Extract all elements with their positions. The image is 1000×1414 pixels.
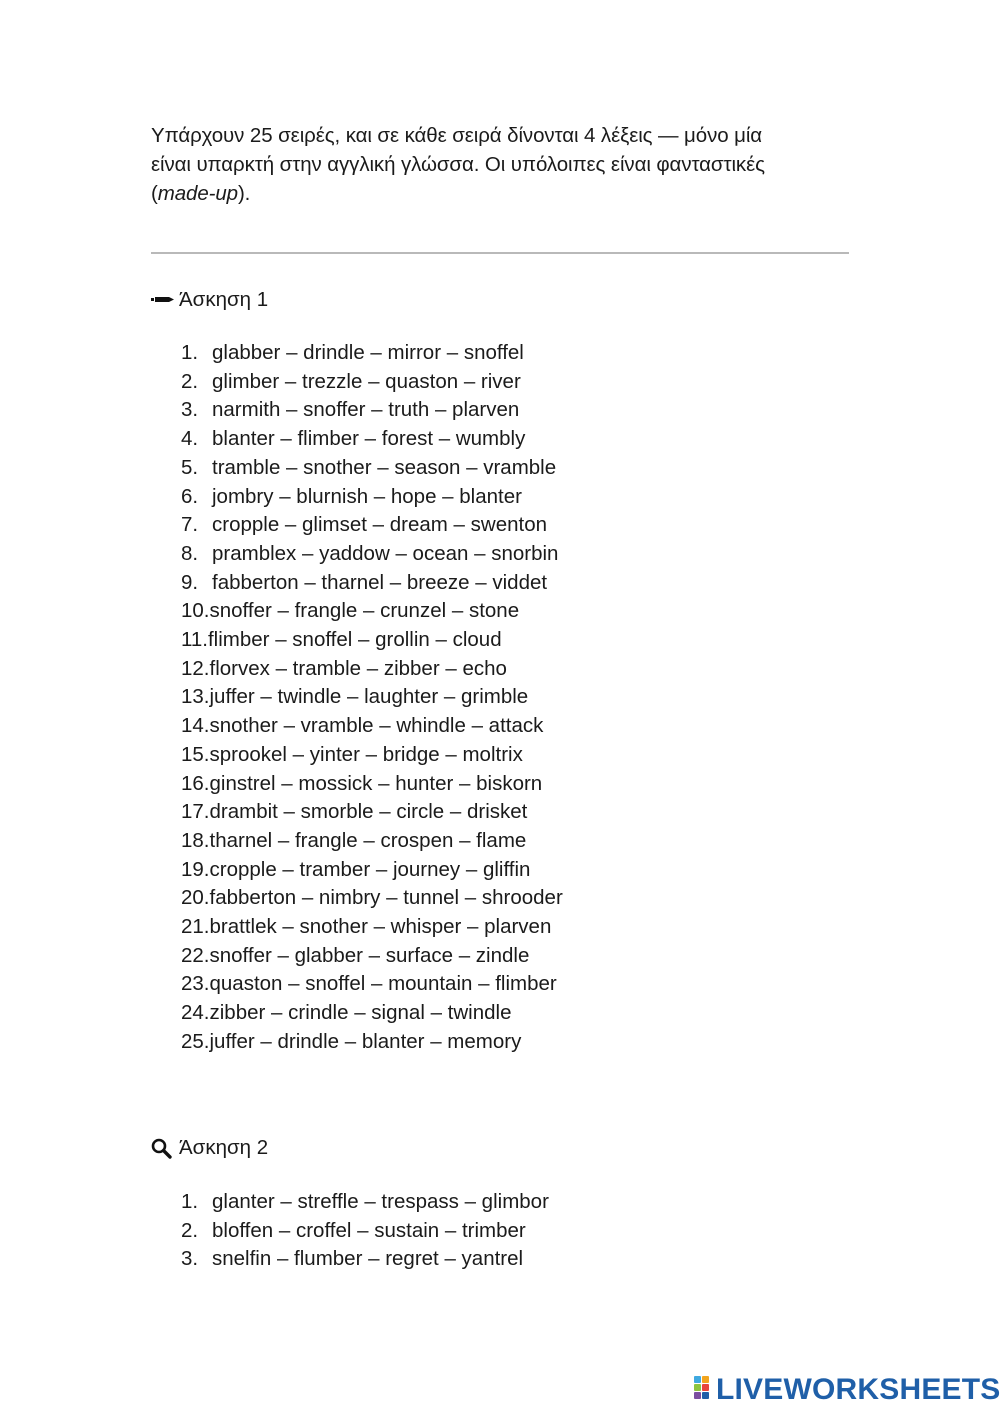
item-number: 8. (181, 541, 199, 565)
section-divider (151, 252, 849, 254)
item-number: 21. (181, 915, 210, 939)
item-words: sprookel – yinter – bridge – moltrix (209, 742, 523, 766)
item-words: glanter – streffle – trespass – glimbor (212, 1190, 549, 1213)
item-number: 7. (181, 513, 199, 537)
item-words: snoffer – glabber – surface – zindle (209, 943, 530, 967)
item-number: 14. (181, 714, 210, 738)
item-words: snother – vramble – whindle – attack (209, 714, 544, 738)
logo-mark-block (694, 1376, 701, 1383)
exercise-2-list (181, 1188, 549, 1274)
list-item (181, 970, 563, 999)
item-words: flimber – snoffel – grollin – cloud (207, 628, 502, 652)
intro-paren-close: ). (237, 182, 251, 205)
intro-line-2: είναι υπαρκτή στην αγγλική γλώσσα. Οι υπόλοιπες είναι φανταστικές (151, 153, 765, 176)
exercise-1-title: Άσκηση 1 (179, 288, 269, 311)
list-item (181, 368, 563, 397)
item-words: glimber – trezzle – quaston – river (212, 369, 521, 393)
item-words: blanter – flimber – forest – wumbly (212, 427, 526, 451)
list-item (181, 942, 563, 971)
item-words: juffer – twindle – laughter – grimble (209, 685, 529, 709)
exercise-1-list (181, 339, 563, 1057)
logo-mark-block (702, 1376, 709, 1383)
magnifier-icon (151, 1138, 177, 1158)
item-number: 22. (181, 943, 210, 967)
list-item (181, 884, 563, 913)
list-item (181, 1217, 549, 1246)
item-number: 24. (181, 1001, 210, 1025)
item-number: 4. (181, 427, 199, 451)
item-number: 16. (181, 771, 210, 795)
item-words: fabberton – tharnel – breeze – viddet (212, 570, 548, 594)
item-words: cropple – glimset – dream – swenton (212, 513, 548, 537)
logo-mark-block (702, 1384, 709, 1391)
list-item (181, 1188, 549, 1217)
list-item (181, 396, 563, 425)
item-number: 19. (181, 857, 210, 881)
item-number: 10. (181, 599, 210, 623)
item-words: zibber – crindle – signal – twindle (209, 1001, 512, 1025)
list-item (181, 770, 563, 799)
exercise-1-heading (151, 286, 268, 314)
list-item (181, 712, 563, 741)
item-number: 20. (181, 886, 210, 910)
item-words: snelfin – flumber – regret – yantrel (212, 1247, 524, 1271)
intro-line-3 (151, 179, 851, 208)
list-item (181, 655, 563, 684)
item-words: pramblex – yaddow – ocean – snorbin (212, 541, 559, 565)
exercise-2-title: Άσκηση 2 (179, 1136, 269, 1159)
list-item (181, 741, 563, 770)
list-item (181, 1245, 549, 1274)
item-number: 6. (181, 484, 199, 508)
item-words: ginstrel – mossick – hunter – biskorn (209, 771, 543, 795)
list-item (181, 425, 563, 454)
item-number: 13. (181, 685, 210, 709)
item-number: 1. (181, 1190, 199, 1213)
liveworksheets-logo[interactable] (692, 1374, 1000, 1406)
list-item (181, 483, 563, 512)
list-item (181, 339, 563, 368)
item-words: snoffer – frangle – crunzel – stone (209, 599, 520, 623)
list-item (181, 1028, 563, 1057)
pen-icon (151, 290, 177, 310)
item-number: 12. (181, 656, 210, 680)
item-number: 3. (181, 398, 199, 422)
item-number: 15. (181, 742, 210, 766)
item-number: 3. (181, 1247, 199, 1271)
intro-paren-open: ( (151, 182, 158, 205)
item-words: brattlek – snother – whisper – plarven (209, 915, 552, 939)
intro-line-1: Υπάρχουν 25 σειρές, και σε κάθε σειρά δίνονται 4 λέξεις — μόνο μία (151, 124, 763, 147)
list-item (181, 683, 563, 712)
list-item (181, 999, 563, 1028)
item-words: bloffen – croffel – sustain – trimber (212, 1218, 526, 1242)
item-number: 9. (181, 570, 199, 594)
item-words: glabber – drindle – mirror – snoffel (212, 341, 524, 364)
logo-mark-icon (692, 1376, 716, 1405)
item-words: drambit – smorble – circle – drisket (209, 800, 528, 824)
intro-paragraph (151, 121, 851, 208)
item-number: 23. (181, 972, 210, 996)
intro-italic-term: made-up (157, 182, 238, 205)
list-item (181, 454, 563, 483)
item-words: cropple – tramber – journey – gliffin (209, 857, 531, 881)
list-item (181, 913, 563, 942)
item-words: fabberton – nimbry – tunnel – shrooder (209, 886, 563, 910)
list-item (181, 540, 563, 569)
item-words: tramble – snother – season – vramble (212, 455, 557, 479)
item-number: 5. (181, 455, 199, 479)
list-item (181, 597, 563, 626)
list-item (181, 511, 563, 540)
list-item (181, 569, 563, 598)
item-number: 18. (181, 828, 210, 852)
logo-text: LIVEWORKSHEETS (716, 1373, 1000, 1406)
logo-mark-block (702, 1392, 709, 1399)
list-item (181, 798, 563, 827)
item-number: 17. (181, 800, 210, 824)
item-number: 2. (181, 1218, 199, 1242)
item-words: quaston – snoffel – mountain – flimber (209, 972, 557, 996)
item-words: juffer – drindle – blanter – memory (209, 1029, 522, 1053)
item-number: 2. (181, 369, 199, 393)
item-number: 1. (181, 341, 199, 364)
item-words: narmith – snoffer – truth – plarven (212, 398, 520, 422)
logo-mark-block (694, 1384, 701, 1391)
item-number: 25. (181, 1029, 210, 1053)
item-words: tharnel – frangle – crospen – flame (209, 828, 527, 852)
item-words: florvex – tramble – zibber – echo (209, 656, 507, 680)
logo-mark-block (694, 1392, 701, 1399)
exercise-2-heading (151, 1134, 268, 1162)
list-item (181, 827, 563, 856)
item-words: jombry – blurnish – hope – blanter (212, 484, 522, 508)
item-number: 11. (181, 628, 208, 652)
list-item (181, 856, 563, 885)
list-item (181, 626, 563, 655)
